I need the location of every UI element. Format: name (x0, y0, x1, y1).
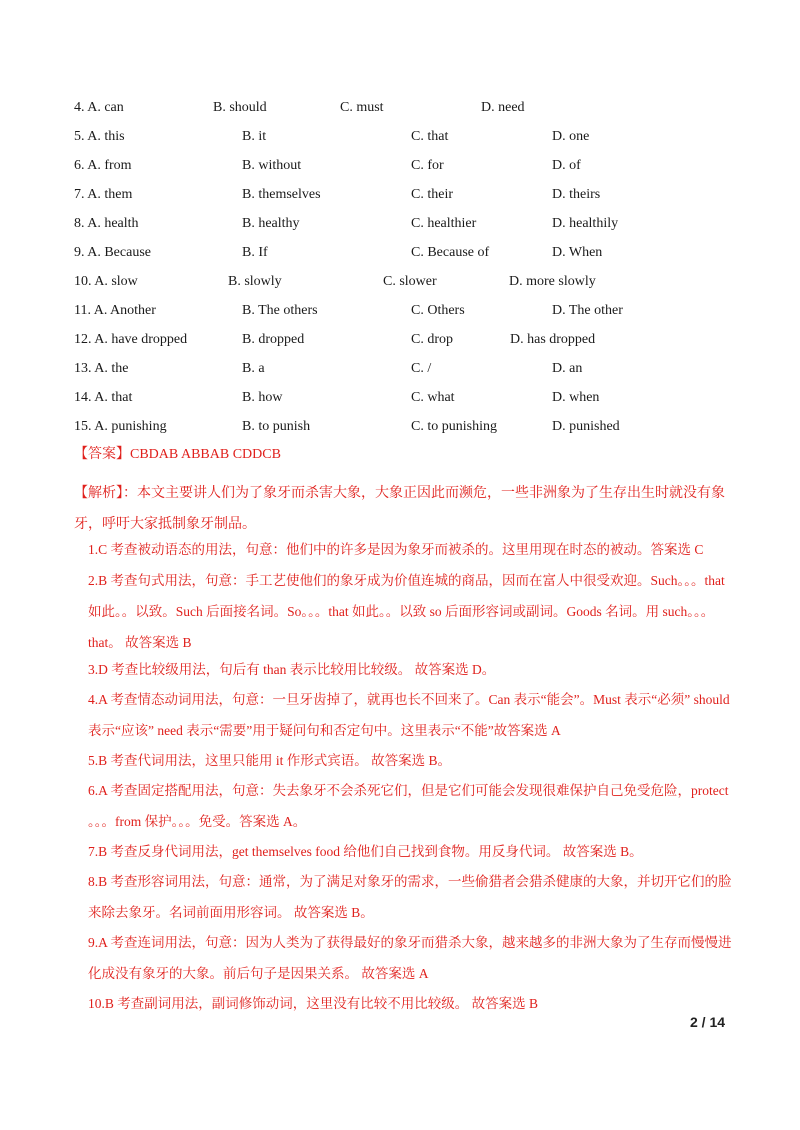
option-b: B. to punish (242, 419, 311, 434)
option-a: 8. A. health (74, 216, 139, 231)
option-b: B. dropped (242, 332, 305, 347)
option-c: C. drop (411, 332, 453, 347)
option-c: C. slower (383, 274, 437, 289)
explanation-item: 3.D 考查比较级用法，句后有 than 表示比较用比较级。 故答案选 D。 (88, 662, 496, 677)
option-a: 6. A. from (74, 158, 132, 173)
option-b: B. without (242, 158, 302, 173)
option-d: D. punished (552, 419, 620, 434)
option-a: 14. A. that (74, 390, 133, 405)
option-a: 12. A. have dropped (74, 332, 188, 347)
option-c: C. to punishing (411, 419, 497, 434)
explanation-item: 10.B 考查副词用法，副词修饰动词，这里没有比较不用比较级。 故答案选 B (88, 996, 539, 1011)
option-a: 13. A. the (74, 361, 129, 376)
option-a: 15. A. punishing (74, 419, 167, 434)
explanation-item: 1.C 考查被动语态的用法，句意：他们中的许多是因为象牙而被杀的。这里用现在时态的被动。答案选 C (88, 542, 704, 557)
explanation-item: 5.B 考查代词用法，这里只能用 it 作形式宾语。 故答案选 B。 (88, 753, 452, 768)
option-a: 7. A. them (74, 187, 133, 202)
option-d: D. need (481, 100, 525, 115)
option-c: C. for (411, 158, 444, 173)
explanation-item: 7.B 考查反身代词用法，get themselves food 给他们自己找到食物。用反身代词。 故答案选 B。 (88, 844, 643, 859)
option-b: B. The others (242, 303, 318, 318)
option-b: B. If (242, 245, 268, 260)
explanation-item: 2.B 考查句式用法，句意：手工艺使他们的象牙成为价值连城的商品，因而在富人中很受欢迎。Such。。。that 如此。。以致。Such 后面接名词。So。。。that 如此。。以致 so 后面形容词或副词。Goods 名词。用 such。。。that。 故答案选 B (88, 573, 725, 650)
option-c: C. / (411, 361, 432, 376)
option-d: D. healthily (552, 216, 619, 231)
option-d: D. When (552, 245, 603, 260)
option-b: B. slowly (228, 274, 282, 289)
option-a: 5. A. this (74, 129, 125, 144)
option-b: B. should (213, 100, 267, 115)
answer-key: 【答案】CBDAB ABBAB CDDCB (74, 447, 281, 462)
explanation-item: 4.A 考查情态动词用法，句意：一旦牙齿掉了，就再也长不回来了。Can 表示“能会”。Must 表示“必须” should 表示“应该” need 表示“需要”用于疑问句和否定句中。这里表示“不能”故答案选 A (88, 692, 730, 738)
option-d: D. The other (552, 303, 623, 318)
option-c: C. their (411, 187, 453, 202)
option-c: C. Others (411, 303, 465, 318)
option-a: 10. A. slow (74, 274, 138, 289)
option-a: 4. A. can (74, 100, 124, 115)
explanation-item: 9.A 考查连词用法，句意：因为人类为了获得最好的象牙而猎杀大象，越来越多的非洲大象为了生存而慢慢进化成没有象牙的大象。前后句子是因果关系。 故答案选 A (88, 935, 732, 981)
explanation-item: 6.A 考查固定搭配用法，句意：失去象牙不会杀死它们，但是它们可能会发现很难保护自己免受危险，protect 。。。from 保护。。。免受。答案选 A。 (88, 783, 729, 829)
option-d: D. has dropped (510, 332, 596, 347)
option-c: C. Because of (411, 245, 490, 260)
page-number: 2 / 14 (690, 1014, 726, 1030)
option-b: B. themselves (242, 187, 321, 202)
option-d: D. theirs (552, 187, 601, 202)
analysis-intro: 【解析】：本文主要讲人们为了象牙而杀害大象，大象正因此而濒危，一些非洲象为了生存出生时就没有象牙，呼吁大家抵制象牙制品。 (74, 486, 725, 532)
option-a: 11. A. Another (74, 303, 156, 318)
option-c: C. that (411, 129, 449, 144)
option-c: C. must (340, 100, 384, 115)
option-d: D. one (552, 129, 590, 144)
explanation-item: 8.B 考查形容词用法，句意：通常，为了满足对象牙的需求，一些偷猎者会猎杀健康的大象，并切开它们的脸来除去象牙。名词前面用形容词。 故答案选 B。 (88, 874, 732, 920)
option-d: D. more slowly (509, 274, 596, 289)
option-b: B. how (242, 390, 283, 405)
option-b: B. it (242, 129, 267, 144)
option-b: B. a (242, 361, 265, 376)
option-a: 9. A. Because (74, 245, 151, 260)
option-d: D. when (552, 390, 600, 405)
option-b: B. healthy (242, 216, 300, 231)
option-d: D. of (552, 158, 581, 173)
option-d: D. an (552, 361, 583, 376)
option-c: C. what (411, 390, 455, 405)
option-c: C. healthier (411, 216, 477, 231)
